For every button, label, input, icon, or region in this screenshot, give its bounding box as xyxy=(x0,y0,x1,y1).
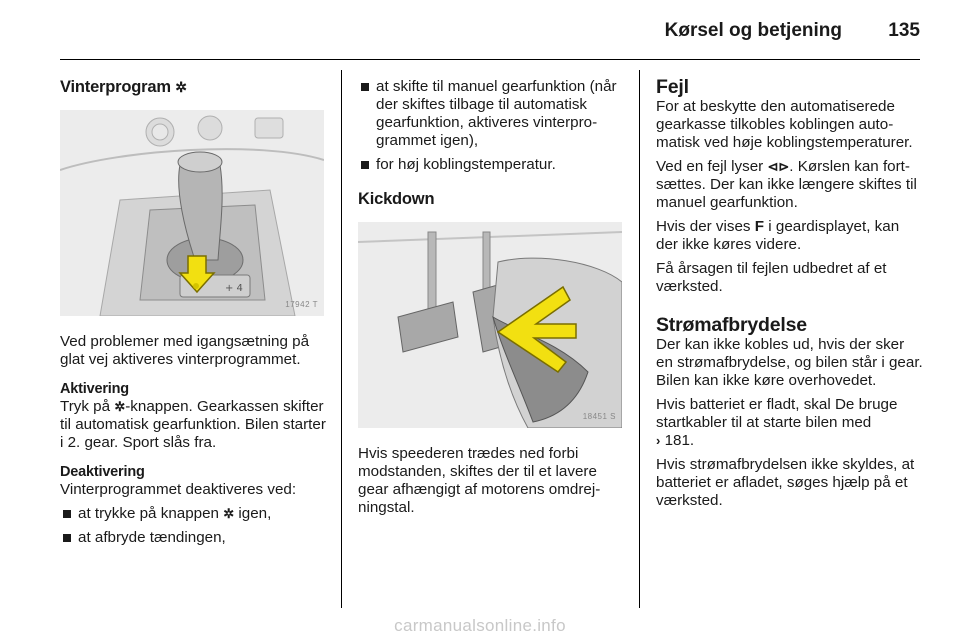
watermark: carmanualsonline.info xyxy=(394,616,566,635)
page-reference-link[interactable]: 181. xyxy=(664,432,695,449)
list-item: at trykke på knappen ✲ igen, xyxy=(60,505,330,523)
gear-selector-illustration xyxy=(60,110,324,316)
column-divider-1 xyxy=(341,70,342,608)
deactivation-heading: Deaktivering xyxy=(60,464,145,480)
power-paragraph-2: Hvis batteriet er fladt, skal De bruge startkabler til at starte bilen med › 181. xyxy=(656,396,898,449)
list-item: at skifte til manuel gearfunktion (når der skiftes tilbage til automatisk gearfunktion, aktiveres vinterprogrammet igen), xyxy=(358,78,626,150)
snowflake-icon: ✲ xyxy=(223,506,235,521)
list-item: for høj koblingstemperatur. xyxy=(358,156,626,174)
vinterprogram-intro: Ved problemer med igangsætning på glat vej aktiveres vinterprogrammet. xyxy=(60,333,310,368)
fault-paragraph-1: For at beskytte den automatiserede gearkasse tilkobles koblingen automatisk ved høje koblingstemperaturer. xyxy=(656,98,913,151)
page-reference-icon: › xyxy=(656,433,661,448)
column-3 xyxy=(656,70,924,510)
fault-paragraph-2: Ved en fejl lyser ⊲⊳. Kørslen kan fortsættes. Der kan ikke længere skiftes til manuel gearfunktion. xyxy=(656,158,917,211)
kickdown-drawing xyxy=(358,222,622,428)
activation-heading: Aktivering xyxy=(60,381,129,397)
gear-selector-drawing xyxy=(60,110,324,316)
snowflake-icon: ✲ xyxy=(114,399,126,414)
kickdown-pedal-illustration xyxy=(358,222,622,428)
activation-text: Tryk på ✲-knappen. Gearkassen skifter til automatisk gearfunktion. Bilen starter i 2. gear. Sport slås fra. xyxy=(60,398,326,451)
snowflake-icon: ✲ xyxy=(175,79,187,95)
power-paragraph-3: Hvis strømafbrydelsen ikke skyldes, at batteriet er afladet, søges hjælp på et værksted. xyxy=(656,456,915,509)
section-heading-stromafbrydelse: Strømafbrydelse xyxy=(656,314,807,336)
deactivation-text: Vinterprogrammet deaktiveres ved: xyxy=(60,481,297,498)
section-heading-kickdown: Kickdown xyxy=(358,190,435,208)
section-heading-vinterprogram: Vinterprogram ✲ xyxy=(60,78,187,96)
svg-text:+ 4: + 4 xyxy=(225,283,243,294)
gear-warning-icon: ⊲⊳ xyxy=(767,159,790,174)
kickdown-text: Hvis speederen trædes ned forbi modstanden, skiftes der til et lavere gear afhængigt af motorens omdrejningstal. xyxy=(358,445,601,516)
section-heading-fejl: Fejl xyxy=(656,76,689,98)
header-rule xyxy=(60,59,920,60)
column-divider-2 xyxy=(639,70,640,608)
page-number: 135 xyxy=(888,20,920,41)
page-title: Kørsel og betjening xyxy=(664,20,842,41)
fault-paragraph-3: Hvis der vises F i geardisplayet, kan der ikke køres videre. xyxy=(656,218,900,253)
power-paragraph-1: Der kan ikke kobles ud, hvis der sker en strømafbrydelse, og bilen står i gear. Bilen kan ikke køre overhovedet. xyxy=(656,336,923,389)
image-code: 17942 T xyxy=(285,300,318,309)
list-item: at afbryde tændingen, xyxy=(60,529,330,547)
fault-paragraph-4: Få årsagen til fejlen udbedret af et værksted. xyxy=(656,260,887,295)
page-header xyxy=(0,0,960,60)
image-code: 18451 S xyxy=(582,412,616,421)
column-1 xyxy=(60,70,330,547)
column-2 xyxy=(358,70,626,517)
